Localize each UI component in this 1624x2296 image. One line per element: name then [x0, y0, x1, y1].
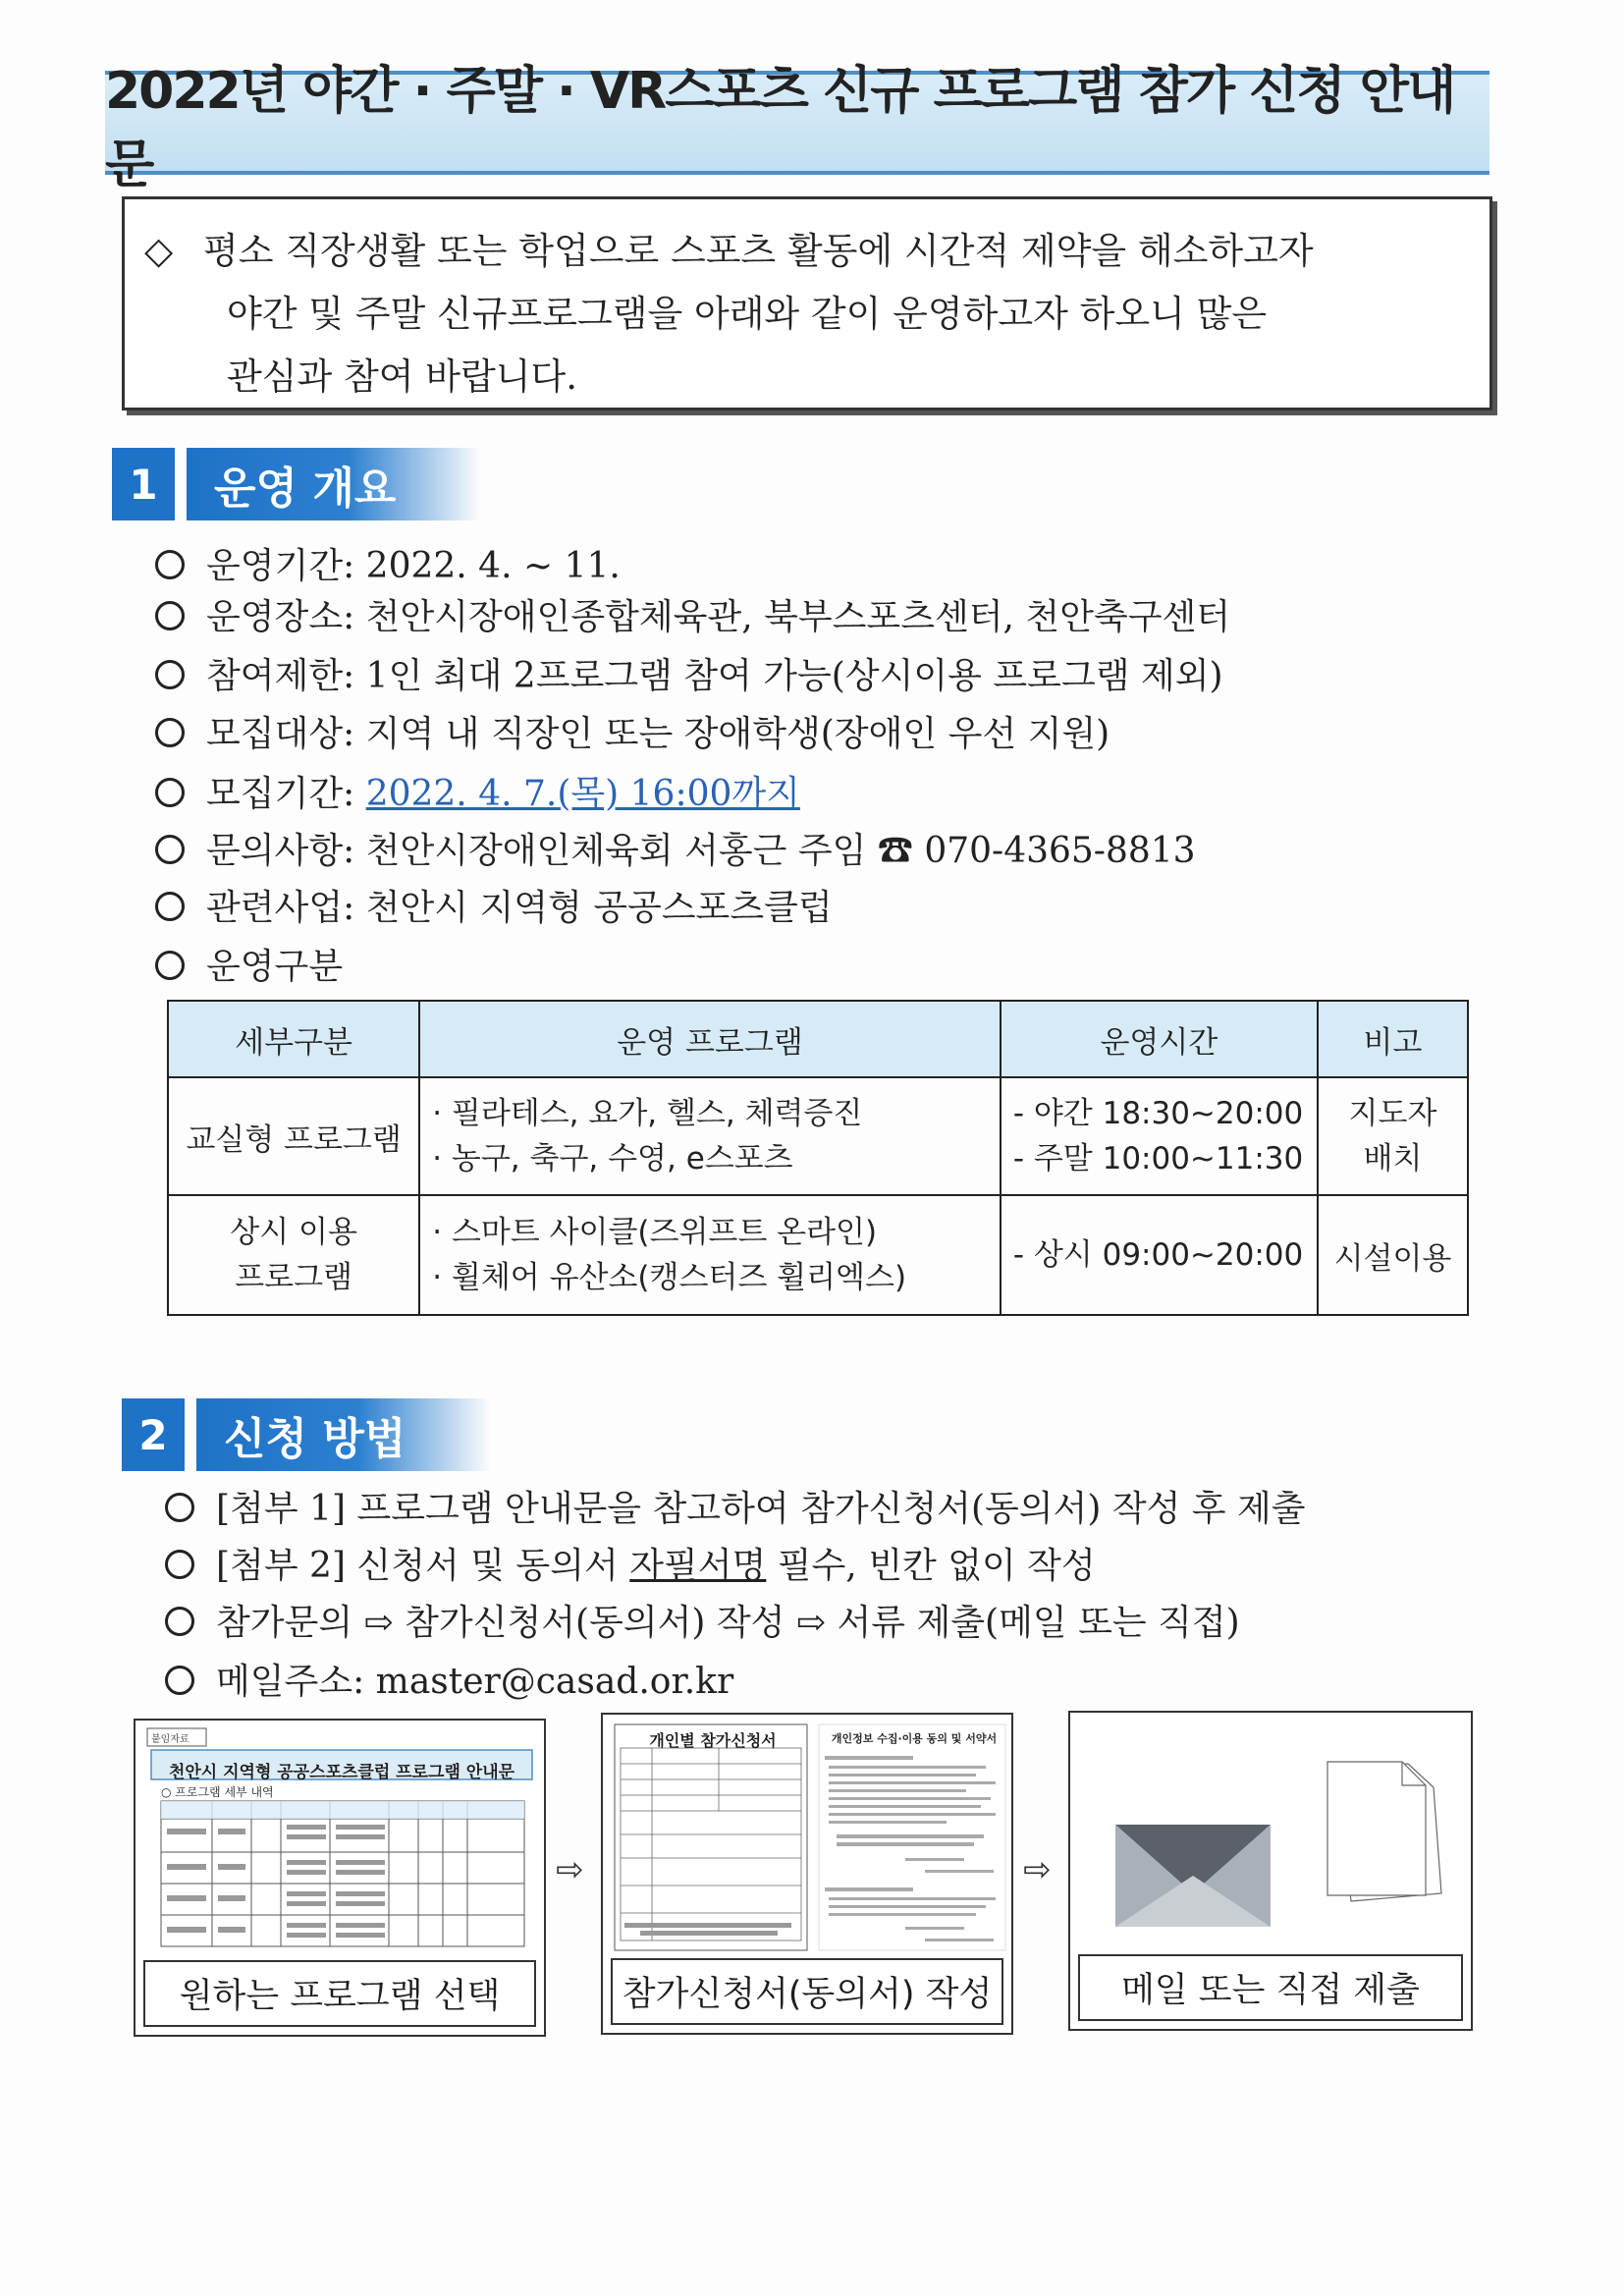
recruit-deadline: 2022. 4. 7.(목) 16:00까지 [365, 774, 800, 814]
list-item: 운영장소: 천안시장애인종합체육관, 북부스포츠센터, 천안축구센터 [155, 589, 1230, 639]
list-item: 참가문의 ⇨ 참가신청서(동의서) 작성 ⇨ 서류 제출(메일 또는 직접) [165, 1595, 1240, 1645]
list-item: [첨부 2] 신청서 및 동의서 자필서명 필수, 빈칸 없이 작성 [165, 1538, 1096, 1588]
form-title-left: 개인별 참가신청서 [649, 1731, 777, 1750]
table-header: 운영시간 [1001, 1001, 1318, 1077]
list-item: 모집기간: 2022. 4. 7.(목) 16:00까지 [155, 766, 800, 816]
list-item: 모집대상: 지역 내 직장인 또는 장애학생(장애인 우선 지원) [155, 706, 1110, 756]
step-write-application [601, 1713, 1013, 2035]
section-2-label: 신청 방법 [196, 1398, 491, 1471]
list-item: 관련사업: 천안시 지역형 공공스포츠클럽 [155, 880, 833, 930]
step-arrow-icon: ⇨ [556, 1850, 584, 1889]
intro-line-2: 야간 및 주말 신규프로그램을 아래와 같이 운영하고자 하오니 많은 [227, 293, 1268, 335]
table-cell: 상시 이용 프로그램 [168, 1195, 419, 1315]
page-title: 2022년 야간 · 주말 · VR스포츠 신규 프로그램 참가 신청 안내문 [105, 71, 1489, 175]
table-cell: 지도자 배치 [1318, 1077, 1468, 1195]
list-item: 메일주소: master@casad.or.kr [165, 1654, 733, 1704]
section-1-number: 1 [112, 448, 175, 520]
list-item: 문의사항: 천안시장애인체육회 서홍근 주임 ☎ 070-4365-8813 [155, 823, 1196, 873]
thumbnail-title: 천안시 지역형 공공스포츠클럽 프로그램 안내문 [168, 1763, 515, 1782]
form-title-right: 개인정보 수집·이용 동의 및 서약서 [831, 1732, 998, 1745]
step-submit [1068, 1711, 1473, 2031]
step-caption: 참가신청서(동의서) 작성 [611, 1958, 1003, 2025]
circle-bullet-icon [165, 1666, 194, 1695]
circle-bullet-icon [165, 1550, 194, 1579]
intro-line-3: 관심과 참여 바랍니다. [227, 355, 577, 398]
step-caption: 메일 또는 직접 제출 [1078, 1954, 1463, 2021]
list-item: 참여제한: 1인 최대 2프로그램 참여 가능(상시이용 프로그램 제외) [155, 648, 1223, 698]
list-item: [첨부 1] 프로그램 안내문을 참고하여 참가신청서(동의서) 작성 후 제출 [165, 1481, 1306, 1531]
list-item: 운영기간: 2022. 4. ~ 11. [155, 538, 621, 588]
list-item: 운영구분 [155, 939, 343, 989]
table-cell: - 야간 18:30~20:00 - 주말 10:00~11:30 [1001, 1077, 1318, 1195]
table-header: 세부구분 [168, 1001, 419, 1077]
circle-bullet-icon [165, 1607, 194, 1636]
thumbnail-tag: 붙임자료 [151, 1734, 189, 1745]
table-cell: 시설이용 [1318, 1195, 1468, 1315]
section-2-number: 2 [122, 1398, 185, 1471]
table-cell: · 필라테스, 요가, 헬스, 체력증진 · 농구, 축구, 수영, e스포츠 [419, 1077, 1001, 1195]
application-form-thumbnail [611, 1721, 1007, 1956]
table-header: 비고 [1318, 1001, 1468, 1077]
intro-line-1: 평소 직장생활 또는 학업으로 스포츠 활동에 시간적 제약을 해소하고자 [203, 230, 1314, 272]
table-cell: - 상시 09:00~20:00 [1001, 1195, 1318, 1315]
table-header: 운영 프로그램 [419, 1001, 1001, 1077]
section-1-label: 운영 개요 [187, 448, 481, 520]
table-cell: 교실형 프로그램 [168, 1077, 419, 1195]
thumbnail-subtitle: ○ 프로그램 세부 내역 [161, 1785, 274, 1799]
step-caption: 원하는 프로그램 선택 [143, 1960, 536, 2027]
envelope-document-icon [1078, 1719, 1467, 1954]
circle-bullet-icon [165, 1493, 194, 1522]
step-select-program [134, 1719, 546, 2037]
table-cell: · 스마트 사이클(즈위프트 온라인) · 휠체어 유산소(캥스터즈 휠리엑스) [419, 1195, 1001, 1315]
step-arrow-icon: ⇨ [1023, 1850, 1052, 1889]
diamond-icon: ◇ [144, 229, 174, 272]
